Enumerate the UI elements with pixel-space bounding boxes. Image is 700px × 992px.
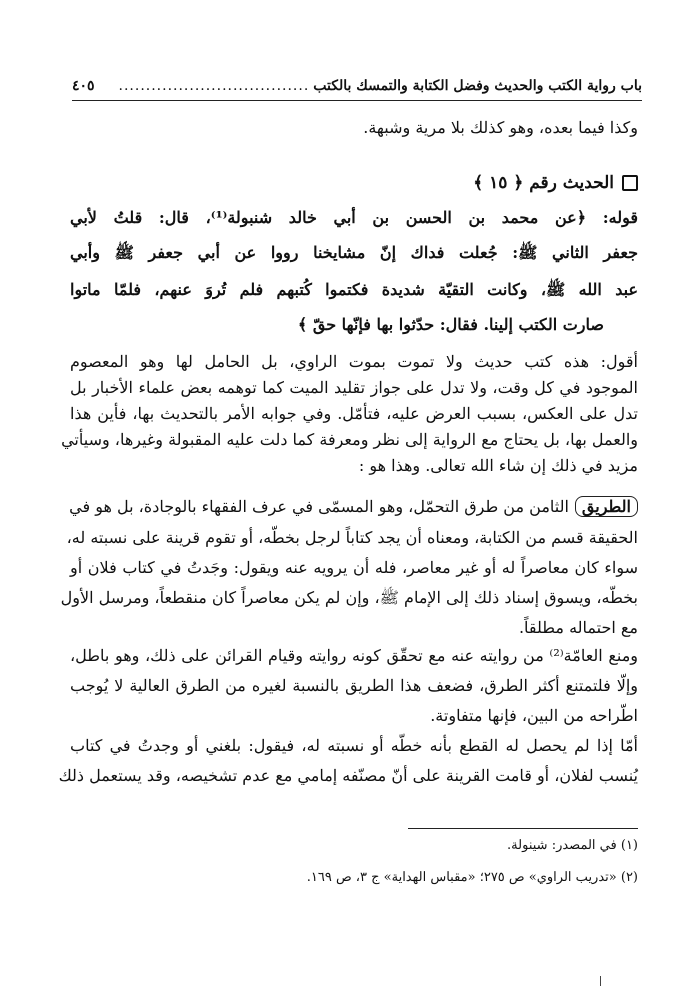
- tariq-line: سواء كان معاصراً له أو غير معاصر، فله أن يرويه عنه ويقول: وجَدتُ في كتاب فلان أو: [70, 558, 638, 577]
- hadith-line: عبد الله ﷺ، وكانت التقيّة شديدة فكتموا كُتبهم فلم تُروَ عنهم، فلمّا ماتوا: [70, 280, 638, 299]
- checkbox-icon: [622, 175, 638, 191]
- running-header: [72, 78, 642, 94]
- commentary-line: أقول: هذه كتب حديث ولا تموت بموت الراوي، بل الحامل لها وهو المعصوم: [70, 352, 638, 371]
- footnote-rule: [408, 828, 638, 829]
- final-line: يُنسب لفلان، أو قامت القرينة على أنّ مصنّفه إمامي مع عدم تشخيصه، وقد يستعمل ذلك: [58, 766, 638, 785]
- header-title: باب رواية الكتب والحديث وفضل الكتابة والتمسك بالكتب: [313, 78, 642, 94]
- page-edge-mark: [600, 976, 601, 986]
- footnote: (٢) «تدريب الراوي» ص ٢٧٥؛ «مقباس الهداية» ج ٣، ص ١٦٩.: [306, 870, 638, 885]
- footnote: (١) في المصدر: شينولة.: [507, 838, 638, 853]
- prohibit-line: اطّراحه من البين، فإنها متفاوتة.: [430, 706, 638, 725]
- final-line: أمّا إذا لم يحصل له القطع بأنه خطّه أو نسبته له، فيقول: بلغني أو وجدتُ في كتاب: [70, 736, 638, 755]
- tariq-label: الطريق: [575, 496, 638, 517]
- tariq-line: مع احتماله مطلقاً.: [518, 618, 638, 637]
- intro-line: وكذا فيما بعده، وهو كذلك بلا مرية وشبهة.: [363, 118, 638, 137]
- commentary-line: تدل على العكس، بسبب العرض عليه، فتأمّل. وفي جوابه الأمر بالتحديث بها، فأين هذا: [70, 404, 639, 423]
- prohibit-line: وإلّا فلتمتنع أكثر الطرق، فضعف هذا الطريق بالنسبة لغيره من الطرق العالية لا يُوجب: [70, 676, 638, 695]
- header-rule: [72, 100, 642, 101]
- tariq-line: [70, 496, 638, 517]
- hadith-line: قوله: ﴿عن محمد بن الحسن بن أبي خالد شنبولة⁽¹⁾، قال: قلتُ لأبي: [70, 208, 639, 227]
- tariq-line-text: الثامن من طرق التحمّل، وهو المسمّى في عرف الفقهاء بالوجادة، بل هو في: [69, 497, 569, 516]
- commentary-line: الموجود في كل وقت، ولا تدل على جواز تقليد الميت كما توهمه بعض علماء الأخبار بل: [70, 378, 638, 397]
- commentary-line: والعمل بها، بل يحتاج مع الرواية إلى نظر ومعرفة كما دلت عليه المقبولة وغيرها، وسيأتي: [61, 430, 638, 449]
- hadith-line: جعفر الثاني ﷺ: جُعلت فداك إنّ مشايخنا رووا عن أبي جعفر ﷺ وأبي: [70, 243, 638, 262]
- commentary-line: مزيد في ذلك إن شاء الله تعالى. وهذا هو :: [358, 456, 638, 475]
- tariq-line: بخطّه، ويسوق إسناد ذلك إلى الإمام ﷺ، وإن لم يكن معاصراً كان منقطعاً، ومرسل الأول: [60, 588, 638, 607]
- header-leader-dots: ...................................: [118, 78, 310, 94]
- tariq-line: الحقيقة قسم من الكتابة، ومعناه أن يجد كتاباً لرجل بخطّه، أو تقوم قرينة على نسبته له،: [66, 528, 638, 547]
- hadith-heading: [70, 172, 638, 193]
- hadith-heading-text: الحديث رقم ﴿ ١٥ ﴾: [473, 173, 614, 193]
- page-number: ٤٠٥: [72, 78, 95, 94]
- hadith-line: صارت الكتب إلينا. فقال: حدّثوا بها فإنّها حقّ ﴾: [297, 315, 604, 334]
- prohibit-line: ومنع العامّة⁽²⁾ من روايته عنه مع تحقّق كونه روايته وقيام القرائن على ذلك، وهو باطل،: [70, 646, 639, 665]
